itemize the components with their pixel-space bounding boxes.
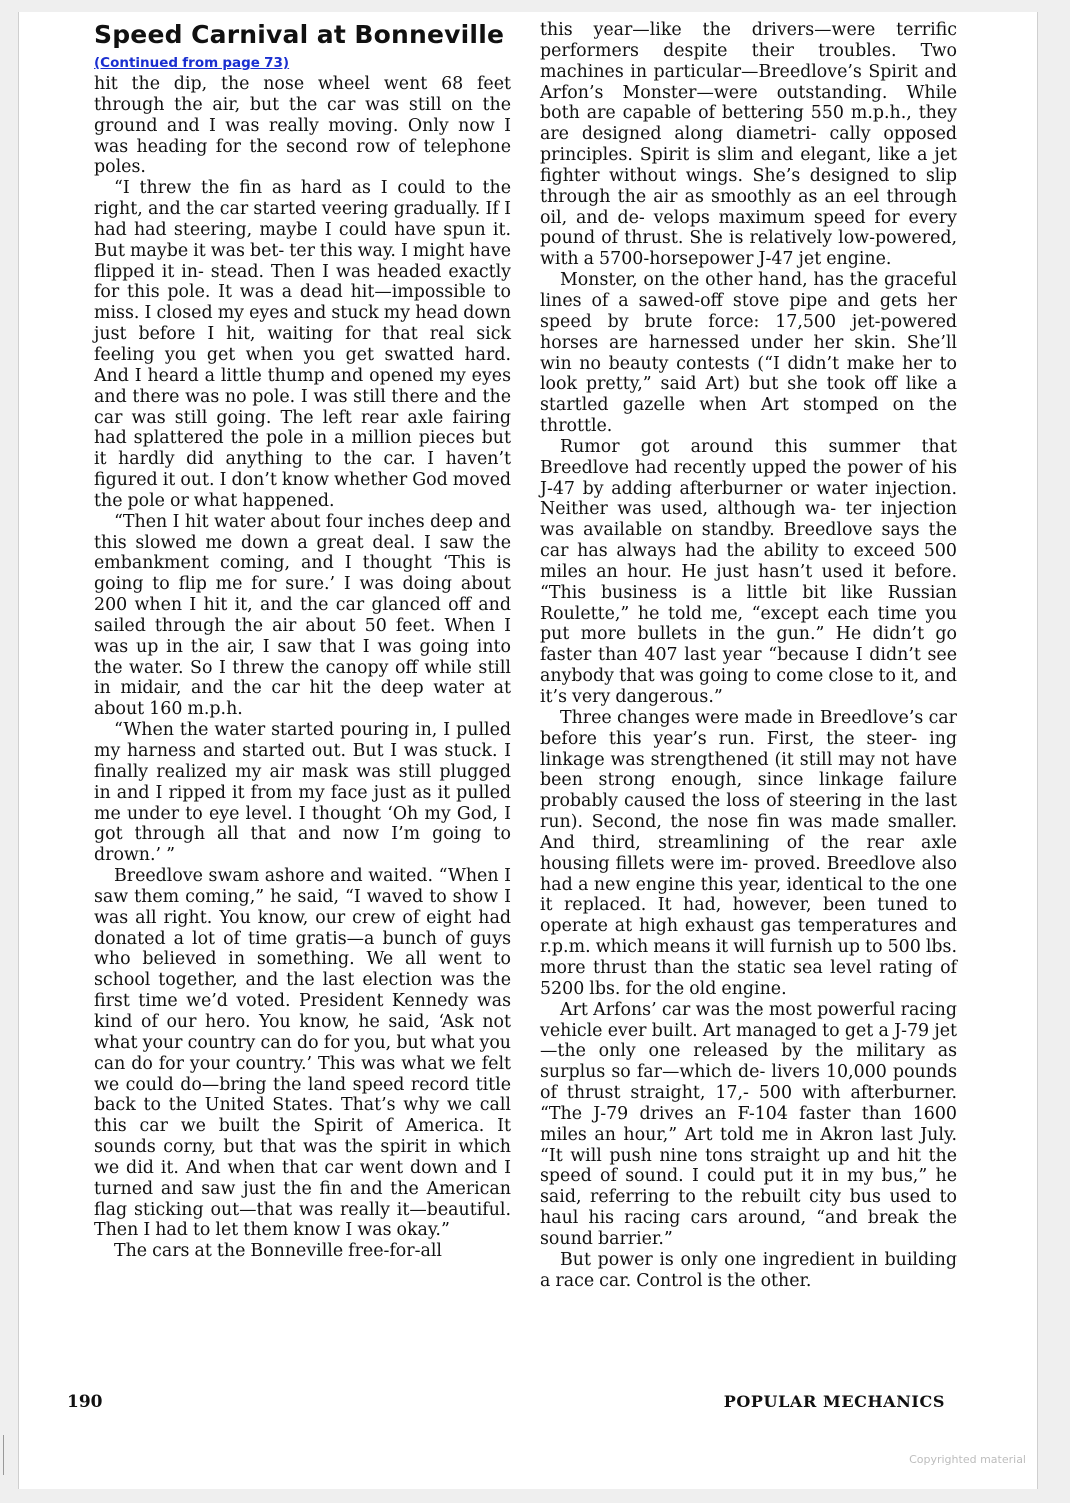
paragraph: But power is only one ingredient in building a race car. Control is the other. <box>540 1249 957 1291</box>
left-column <box>94 20 511 1262</box>
continued-from-link[interactable]: (Continued from page 73) <box>94 55 290 71</box>
copyright-watermark: Copyrighted material <box>909 1453 1026 1466</box>
viewer-frame-left <box>0 0 18 1503</box>
paragraph: Breedlove swam ashore and waited. “When I saw them coming,” he said, “I waved to show I was all right. You know, our crew of eight had donated a lot of time gratis—a bunch of guys who believed in something. We all went to school together, and the last election was the first time we’d voted. President Kennedy was kind of our hero. You know, he said, ‘Ask not what your country can do for you, but what you can do for your country.’ This was what we felt we could do—bring the land speed record title back to the United States. That’s why we call this car we built the Spirit of America. It sounds corny, but that was the spirit in which we did it. And when that car went down and I turned and saw just the fin and the American flag sticking out—that was really it—beautiful. Then I had to let them know I was okay.” <box>94 866 511 1241</box>
viewer-frame-bottom <box>0 1489 1070 1503</box>
paragraph: hit the dip, the nose wheel went 68 feet through the air, but the car was still on the ground and I was really moving. Only now I was heading for the second row of telephone poles. <box>94 74 511 178</box>
document-page <box>18 12 1038 1489</box>
paragraph: Art Arfons’ car was the most powerful racing vehicle ever built. Art managed to get a J-79 jet—the only one released by the military as surplus so far—which de- livers 10,000 pounds of thrust straight, 17,- 500 with afterburner. “The J-79 drives an F-104 faster than 1600 miles an hour,” Art told me in Akron last July. “It will push nine tons straight up and hit the speed of sound. I could put it in my bus,” he said, referring to the rebuilt city bus used to haul his racing cars around, “and break the sound barrier.” <box>540 999 957 1249</box>
viewer-frame-top <box>0 0 1070 12</box>
margin-mark <box>3 1435 4 1475</box>
viewer-frame-right <box>1036 0 1070 1503</box>
article-headline: Speed Carnival at Bonneville <box>94 20 505 49</box>
paragraph: “Then I hit water about four inches deep and this slowed me down a great deal. I saw the embankment coming, and I thought ‘This is going to flip me for sure.’ I was doing about 200 when I hit it, and the car glanced off and sailed through the air about 50 feet. When I was up in the air, I saw that I was going into the water. So I threw the canopy off while still in midair, and the car hit the deep water at about 160 m.p.h. <box>94 511 511 720</box>
paragraph: Three changes were made in Breedlove’s car before this year’s run. First, the steer- ing linkage was strengthened (it still may not have been strong enough, since linkage failure probably caused the loss of steering in the last run). Second, the nose fin was made smaller. And third, streamlining of the rear axle housing fillets were im- proved. Breedlove also had a new engine this year, identical to the one it replaced. It had, however, been tuned to operate at high exhaust gas temperatures and r.p.m. which means it will furnish up to 500 lbs. more thrust than the static sea level rating of 5200 lbs. for the old engine. <box>540 707 957 999</box>
paragraph: The cars at the Bonneville free-for-all <box>114 1241 442 1262</box>
paragraph: “I threw the fin as hard as I could to the right, and the car started veering gradually. If I had had steering, maybe I could have spun it. But maybe it was bet- ter this way. I might have flipped it in- stead. Then I was headed exactly for this pole. It was a dead hit—impossible to miss. I closed my eyes and stuck my head down just before I hit, waiting for that real sick feeling you get when you get swatted hard. And I heard a little thump and opened my eyes and there was no pole. I was still there and the car was still going. The left rear axle fairing had splattered the pole in a million pieces but it hardly did anything to the car. I haven’t figured it out. I don’t know whether God moved the pole or what happened. <box>94 178 511 511</box>
paragraph: this year—like the drivers—were terrific performers despite their troubles. Two machines in particular—Breedlove’s Spirit and Arfon’s Monster—were outstanding. While both are capable of bettering 550 m.p.h., they are designed along diametri- cally opposed principles. Spirit is slim and elegant, like a jet fighter without wings. She’s designed to slip through the air as smoothly as an eel through oil, and de- velops maximum speed for every pound of thrust. She is relatively low-powered, with a 5700-horsepower J-47 jet engine. <box>540 20 957 270</box>
paragraph: Monster, on the other hand, has the graceful lines of a sawed-off stove pipe and gets her speed by brute force: 17,500 jet-powered horses are harnessed under her skin. She’ll win no beauty contests (“I didn’t make her to look pretty,” said Art) but she took off like a startled gazelle when Art stomped on the throttle. <box>540 270 957 437</box>
magazine-name: POPULAR MECHANICS <box>723 1392 945 1411</box>
paragraph: Rumor got around this summer that Breedlove had recently upped the power of his J-47 by adding afterburner or water injection. Neither was used, although wa- ter injection was available on standby. Breedlove says the car has always had the ability to exceed 500 miles an hour. He just hasn’t used it before. “This business is a little bit like Russian Roulette,” he told me, “except each time you put more bullets in the gun.” He didn’t go faster than 407 last year “because I didn’t see anybody that was going to come close to it, and it’s very dangerous.” <box>540 436 957 707</box>
right-column <box>540 20 957 1291</box>
paragraph: “When the water started pouring in, I pulled my harness and started out. But I was stuck. I finally realized my air mask was still plugged in and I ripped it from my face just as it pulled me under to eye level. I thought ‘Oh my God, I got through all that and now I’m going to drown.’ ” <box>94 720 511 866</box>
page-number: 190 <box>67 1392 103 1412</box>
